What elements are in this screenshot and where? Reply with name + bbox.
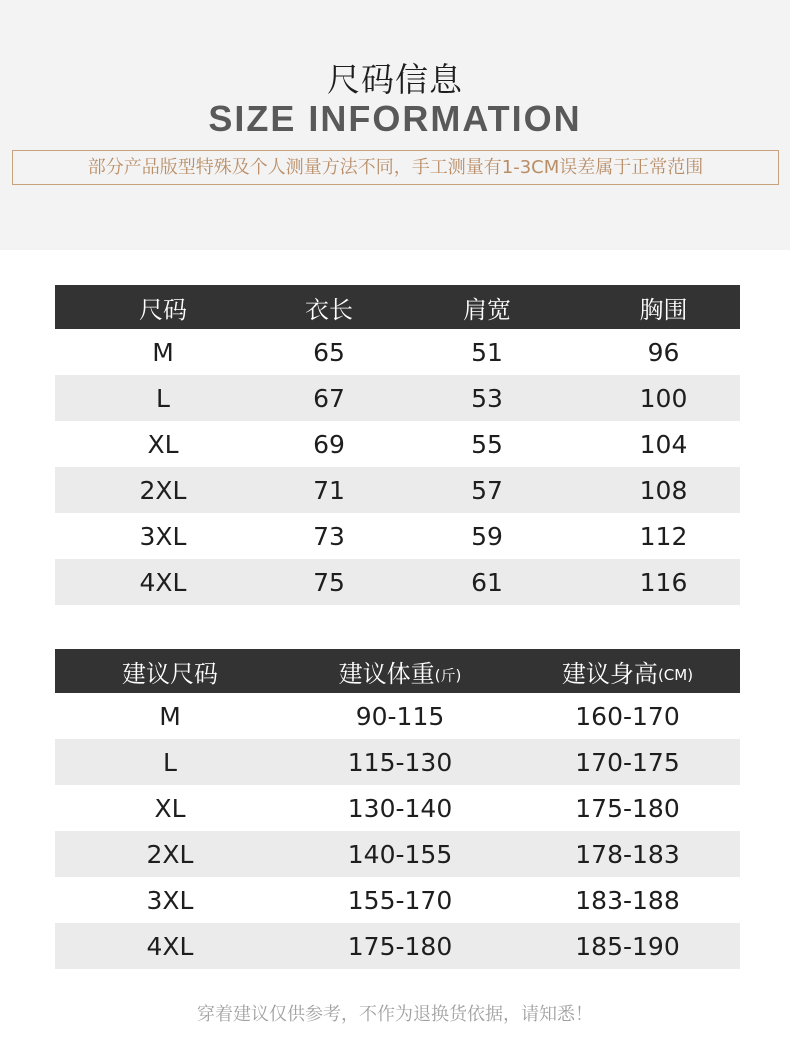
cell-size: 4XL: [55, 559, 271, 605]
table-row: [55, 375, 740, 421]
cell-shoulder: 53: [387, 375, 587, 421]
cell-size: M: [159, 701, 181, 731]
cell-weight: 155-170: [347, 885, 453, 915]
header-recommend-weight: [285, 649, 515, 693]
table-row: [55, 693, 740, 739]
cell-length: 71: [271, 467, 387, 513]
table-row: [55, 831, 740, 877]
cell-shoulder: 55: [471, 429, 503, 459]
cell-height: 185-190: [515, 923, 740, 969]
cell-size: 3XL: [146, 885, 194, 915]
cell-size: L: [55, 739, 285, 785]
cell-weight: 130-140: [347, 793, 453, 823]
header-recommend-size-label: 建议尺码: [122, 659, 218, 688]
cell-shoulder: 59: [471, 521, 503, 551]
cell-chest: 116: [587, 559, 740, 605]
cell-chest: 104: [639, 429, 688, 459]
table-row: [55, 467, 740, 513]
height-unit: (CM): [657, 665, 694, 684]
header-chest: 胸围: [587, 285, 740, 329]
size-table-header: [55, 285, 740, 329]
cell-shoulder: 61: [387, 559, 587, 605]
table-row: [55, 513, 740, 559]
table-row: [55, 923, 740, 969]
size-table: [55, 285, 740, 605]
header-height-label: 建议身高: [561, 659, 658, 688]
page-title: 尺码信息: [327, 60, 463, 99]
cell-size: XL: [147, 429, 179, 459]
cell-height: 175-180: [575, 793, 680, 823]
cell-chest: 112: [639, 521, 688, 551]
cell-weight: 90-115: [355, 701, 445, 731]
cell-size: M: [152, 337, 174, 367]
cell-weight: 175-180: [285, 923, 515, 969]
cell-chest: 100: [587, 375, 740, 421]
table-row: [55, 421, 740, 467]
cell-height: 178-183: [515, 831, 740, 877]
cell-chest: 108: [587, 467, 740, 513]
header-weight-label: 建议体重: [338, 659, 435, 688]
disclaimer-note: 穿着建议仅供参考，不作为退换货依据，请知悉！: [197, 1004, 593, 1025]
cell-weight: 115-130: [285, 739, 515, 785]
header-shoulder: 肩宽: [387, 285, 587, 329]
cell-size: 2XL: [55, 467, 271, 513]
table-row: [55, 877, 740, 923]
recommend-table-header: [55, 649, 740, 693]
header-length: 衣长: [271, 285, 387, 329]
cell-size: 4XL: [55, 923, 285, 969]
cell-length: 67: [271, 375, 387, 421]
measurement-notice: 部分产品版型特殊及个人测量方法不同，手工测量有1-3CM误差属于正常范围: [12, 150, 779, 185]
cell-length: 69: [313, 429, 345, 459]
cell-chest: 96: [647, 337, 680, 367]
cell-size: 3XL: [139, 521, 187, 551]
cell-weight: 140-155: [285, 831, 515, 877]
cell-shoulder: 51: [471, 337, 503, 367]
table-row: [55, 329, 740, 375]
header-recommend-height: [515, 649, 740, 693]
cell-length: 75: [271, 559, 387, 605]
header-banner: [0, 0, 790, 250]
cell-shoulder: 57: [387, 467, 587, 513]
weight-unit: (斤): [434, 666, 462, 684]
cell-length: 73: [313, 521, 345, 551]
cell-length: 65: [313, 337, 345, 367]
table-row: [55, 559, 740, 605]
cell-size: 2XL: [55, 831, 285, 877]
table-row: [55, 739, 740, 785]
header-recommend-size: [55, 649, 285, 693]
page-subtitle: SIZE INFORMATION: [208, 98, 582, 139]
cell-size: L: [55, 375, 271, 421]
cell-size: XL: [154, 793, 186, 823]
table-row: [55, 785, 740, 831]
recommend-table: [55, 649, 740, 969]
cell-height: 170-175: [515, 739, 740, 785]
header-size: 尺码: [55, 285, 271, 329]
cell-height: 183-188: [575, 885, 680, 915]
cell-height: 160-170: [575, 701, 680, 731]
